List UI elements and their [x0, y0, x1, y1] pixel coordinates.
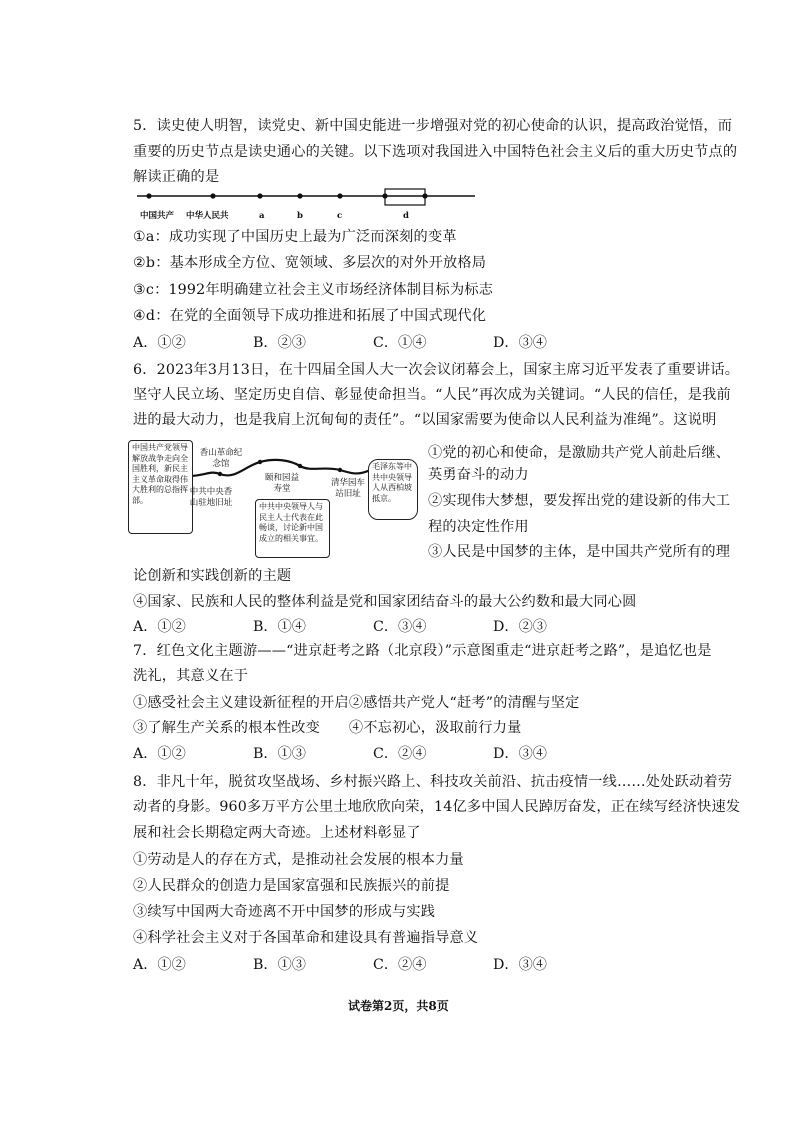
q5-option-d[interactable]: D．③④ [493, 335, 547, 351]
timeline-dot [337, 193, 342, 198]
q5-statement-3: ③c：1992年明确建立社会主义市场经济体制目标为标志 [133, 282, 494, 298]
timeline-dot [257, 193, 262, 198]
q7-statement-1: ①感受社会主义建设新征程的开启②感悟共产党人“赶考”的清醒与坚定 [133, 695, 580, 711]
q8-statement-4: ④科学社会主义对于各国革命和建设具有普遍指导意义 [133, 930, 479, 946]
q6-option-d[interactable]: D．②③ [493, 619, 547, 635]
page-footer: 试卷第2页，共8页 [348, 999, 449, 1013]
timeline-label-cpc: 中国共产 [140, 211, 175, 221]
q5-statement-1: ①a：成功实现了中国历史上最为广泛而深刻的变革 [133, 229, 457, 245]
q6-option-a[interactable]: A．①② [133, 619, 186, 635]
q8-option-a[interactable]: A．①② [133, 957, 186, 973]
q5-stem-line-2: 重要的历史节点是读史通心的关键。以下选项对我国进入中国特色社会主义后的重大历史节点的 [133, 144, 738, 160]
timeline-dot [297, 193, 302, 198]
route-stop [258, 460, 262, 464]
q6-stem-line-1: 6．2023年3月13日，在十四届全国人大一次会议闭幕会上，国家主席习近平发表了重要讲话。 [133, 362, 740, 378]
q8-option-d[interactable]: D．③④ [493, 957, 547, 973]
map-label-qinghua: 清华园车站旧址 [330, 478, 365, 499]
timeline-dot [146, 193, 151, 198]
q6-statement-2a: ②实现伟大梦想，要发挥出党的建设新的伟大工 [428, 493, 731, 509]
route-stop [298, 464, 302, 468]
q7-statement-2: ③了解生产关系的根本性改变 ④不忘初心，汲取前行力量 [133, 720, 522, 736]
q7-stem-line-2: 洗礼，其意义在于 [133, 668, 249, 684]
timeline-label-b: b [297, 211, 303, 221]
q5-statement-4: ④d：在党的全面领导下成功推进和拓展了中国式现代化 [133, 308, 487, 324]
timeline-label-a: a [259, 211, 265, 221]
timeline-label-c: c [337, 211, 343, 221]
q6-statement-3a: ③人民是中国梦的主体，是中国共产党所有的理 [428, 544, 731, 560]
q8-option-b[interactable]: B．①③ [253, 957, 306, 973]
q5-option-a[interactable]: A．①② [133, 335, 186, 351]
route-stop [218, 472, 222, 476]
q5-stem-line-3: 解读正确的是 [133, 169, 220, 185]
q6-statement-1b: 英勇奋斗的动力 [428, 467, 529, 483]
map-label-zhonggong: 中共中央香山驻地旧址 [189, 487, 233, 508]
q8-stem-line-3: 展和社会长期稳定两大奇迹。上述材料彰显了 [133, 825, 421, 841]
timeline-label-d: d [403, 211, 409, 221]
q5-timeline [135, 186, 480, 212]
route-stop [338, 468, 342, 472]
q7-stem-line-1: 7．红色文化主题游——“进京赶考之路（北京段）”示意图重走“进京赶考之路”，是追忆也是 [133, 643, 712, 659]
timeline-range-box [385, 189, 425, 205]
q8-option-c[interactable]: C．②④ [373, 957, 427, 973]
q6-statement-1a: ①党的初心和使命，是激励共产党人前赴后继、 [428, 445, 731, 461]
q7-option-a[interactable]: A．①② [133, 746, 186, 762]
q8-statement-2: ②人民群众的创造力是国家富强和民族振兴的前提 [133, 878, 450, 894]
q5-option-c[interactable]: C．①④ [373, 335, 427, 351]
q6-statement-4: ④国家、民族和人民的整体利益是党和国家团结奋斗的最大公约数和最大同心圆 [133, 594, 637, 610]
map-box-arrival: 毛泽东等中共中央领导人从西柏坡抵京。 [368, 459, 418, 520]
timeline-label-prc: 中华人民共 [186, 211, 229, 221]
q7-option-b[interactable]: B．①③ [253, 746, 306, 762]
q6-statement-2b: 程的决定性作用 [428, 519, 529, 535]
q5-option-b[interactable]: B．②③ [253, 335, 306, 351]
q8-stem-line-1: 8．非凡十年，脱贫攻坚战场、乡村振兴路上、科技攻关前沿、抗击疫情一线……处处跃动着劳 [133, 774, 733, 790]
q6-stem-line-2: 坚守人民立场、坚定历史自信、彰显使命担当。“人民”再次成为关键词。“人民的信任，是我前 [133, 387, 731, 403]
q7-option-c[interactable]: C．②④ [373, 746, 427, 762]
map-box-headquarters: 中国共产党领导解放战争走向全国胜利，新民主主义革命取得伟大胜利的总指挥部。 [128, 440, 193, 534]
q5-stem-line-1: 5．读史使人明智，读党史、新中国史能进一步增强对党的初心使命的认识，提高政治觉悟，而 [133, 118, 733, 134]
q7-option-d[interactable]: D．③④ [493, 746, 547, 762]
map-label-xiangshan: 香山革命纪念馆 [199, 448, 243, 469]
q6-stem-line-3: 进的最大动力，也是我肩上沉甸甸的责任”。“以国家需要为使命以人民利益为准绳”。这说明 [133, 412, 717, 428]
map-box-talks: 中共中央领导人与民主人士代表在此畅谈，讨论新中国成立的相关事宜。 [255, 499, 330, 558]
map-label-yiheyuan: 颐和园益寿堂 [264, 473, 299, 494]
q8-statement-1: ①劳动是人的存在方式，是推动社会发展的根本力量 [133, 852, 464, 868]
q8-stem-line-2: 动者的身影。960多万平方公里土地欣欣向荣，14亿多中国人民踔厉奋发，正在续写经济快速发 [133, 799, 741, 815]
q6-statement-3b: 论创新和实践创新的主题 [133, 568, 292, 584]
q8-statement-3: ③续写中国两大奇迹离不开中国梦的形成与实践 [133, 904, 436, 920]
q5-statement-2: ②b：基本形成全方位、宽领域、多层次的对外开放格局 [133, 255, 487, 271]
timeline-dot [210, 193, 215, 198]
q6-option-b[interactable]: B．①④ [253, 619, 306, 635]
q6-option-c[interactable]: C．③④ [373, 619, 427, 635]
